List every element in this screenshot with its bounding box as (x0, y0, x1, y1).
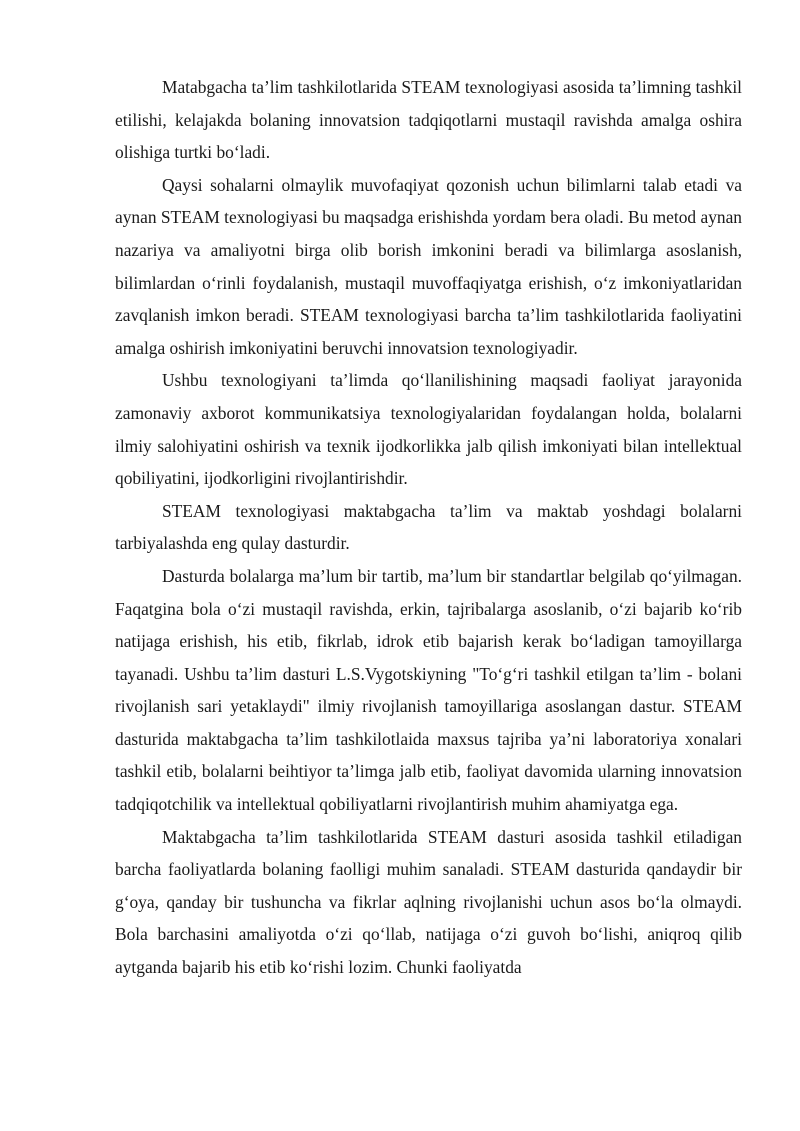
paragraph-3: Ushbu texnologiyani ta’limda qo‘llanilishining maqsadi faoliyat jarayonida zamonaviy axborot kommunikatsiya texnologiyalaridan foydalangan holda, bolalarni ilmiy salohiyatini oshirish va texnik ijodkorlikka jalb qilish imkoniyati bilan intellektual qobiliyatini, ijodkorligini rivojlantirishdir. (115, 370, 742, 489)
document-page (115, 71, 742, 984)
paragraph-5: Dasturda bolalarga ma’lum bir tartib, ma’lum bir standartlar belgilab qo‘yilmagan. Faqatgina bola o‘zi mustaqil ravishda, erkin, tajribalarga asoslanib, o‘zi bajarib ko‘rib natijaga erishish, his etib, fikrlab, idrok etib bajarish kerak bo‘ladigan tamoyillarga tayanadi. Ushbu ta’lim dasturi L.S.Vygotskiyning "To‘g‘ri tashkil etilgan ta’lim - bolani rivojlanish sari yetaklaydi" ilmiy rivojlanish tamoyillariga asoslangan dastur. STEAM dasturida maktabgacha ta’lim tashkilotlaida maxsus tajriba ya’ni laboratoriya xonalari tashkil etib, bolalarni beihtiyor ta’limga jalb etib, faoliyat davomida ularning innovatsion tadqiqotchilik va intellektual qobiliyatlarni rivojlantirish muhim ahamiyatga ega. (115, 565, 742, 815)
paragraph-4: STEAM texnologiyasi maktabgacha ta’lim va maktab yoshdagi bolalarni tarbiyalashda eng qulay dasturdir. (115, 500, 742, 554)
paragraph-2: Qaysi sohalarni olmaylik muvofaqiyat qozonish uchun bilimlarni talab etadi va aynan STEAM texnologiyasi bu maqsadga erishishda yordam bera oladi. Bu metod aynan nazariya va amaliyotni birga olib borish imkonini beradi va bilimlarga asoslanish, bilimlardan o‘rinli foydalanish, mustaqil muvoffaqiyatga erishish, o‘z imkoniyatlaridan zavqlanish imkon beradi. STEAM texnologiyasi barcha ta’lim tashkilotlarida faoliyatini amalga oshirish imkoniyatini beruvchi innovatsion texnologiyadir. (115, 174, 742, 358)
paragraph-6: Maktabgacha ta’lim tashkilotlarida STEAM dasturi asosida tashkil etiladigan barcha faoliyatlarda bolaning faolligi muhim sanaladi. STEAM dasturida qandaydir bir g‘oya, qanday bir tushuncha va fikrlar aqlning rivojlanishi uchun asos bo‘la olmaydi. Bola barchasini amaliyotda o‘zi qo‘llab, natijaga o‘zi guvoh bo‘lishi, aniqroq qilib aytganda bajarib his etib ko‘rishi lozim. Chunki faoliyatda (115, 826, 742, 978)
paragraph-1: Matabgacha ta’lim tashkilotlarida STEAM texnologiyasi asosida ta’limning tashkil etilishi, kelajakda bolaning innovatsion tadqiqotlarni mustaqil ravishda amalga oshira olishiga turtki bo‘ladi. (115, 77, 742, 163)
